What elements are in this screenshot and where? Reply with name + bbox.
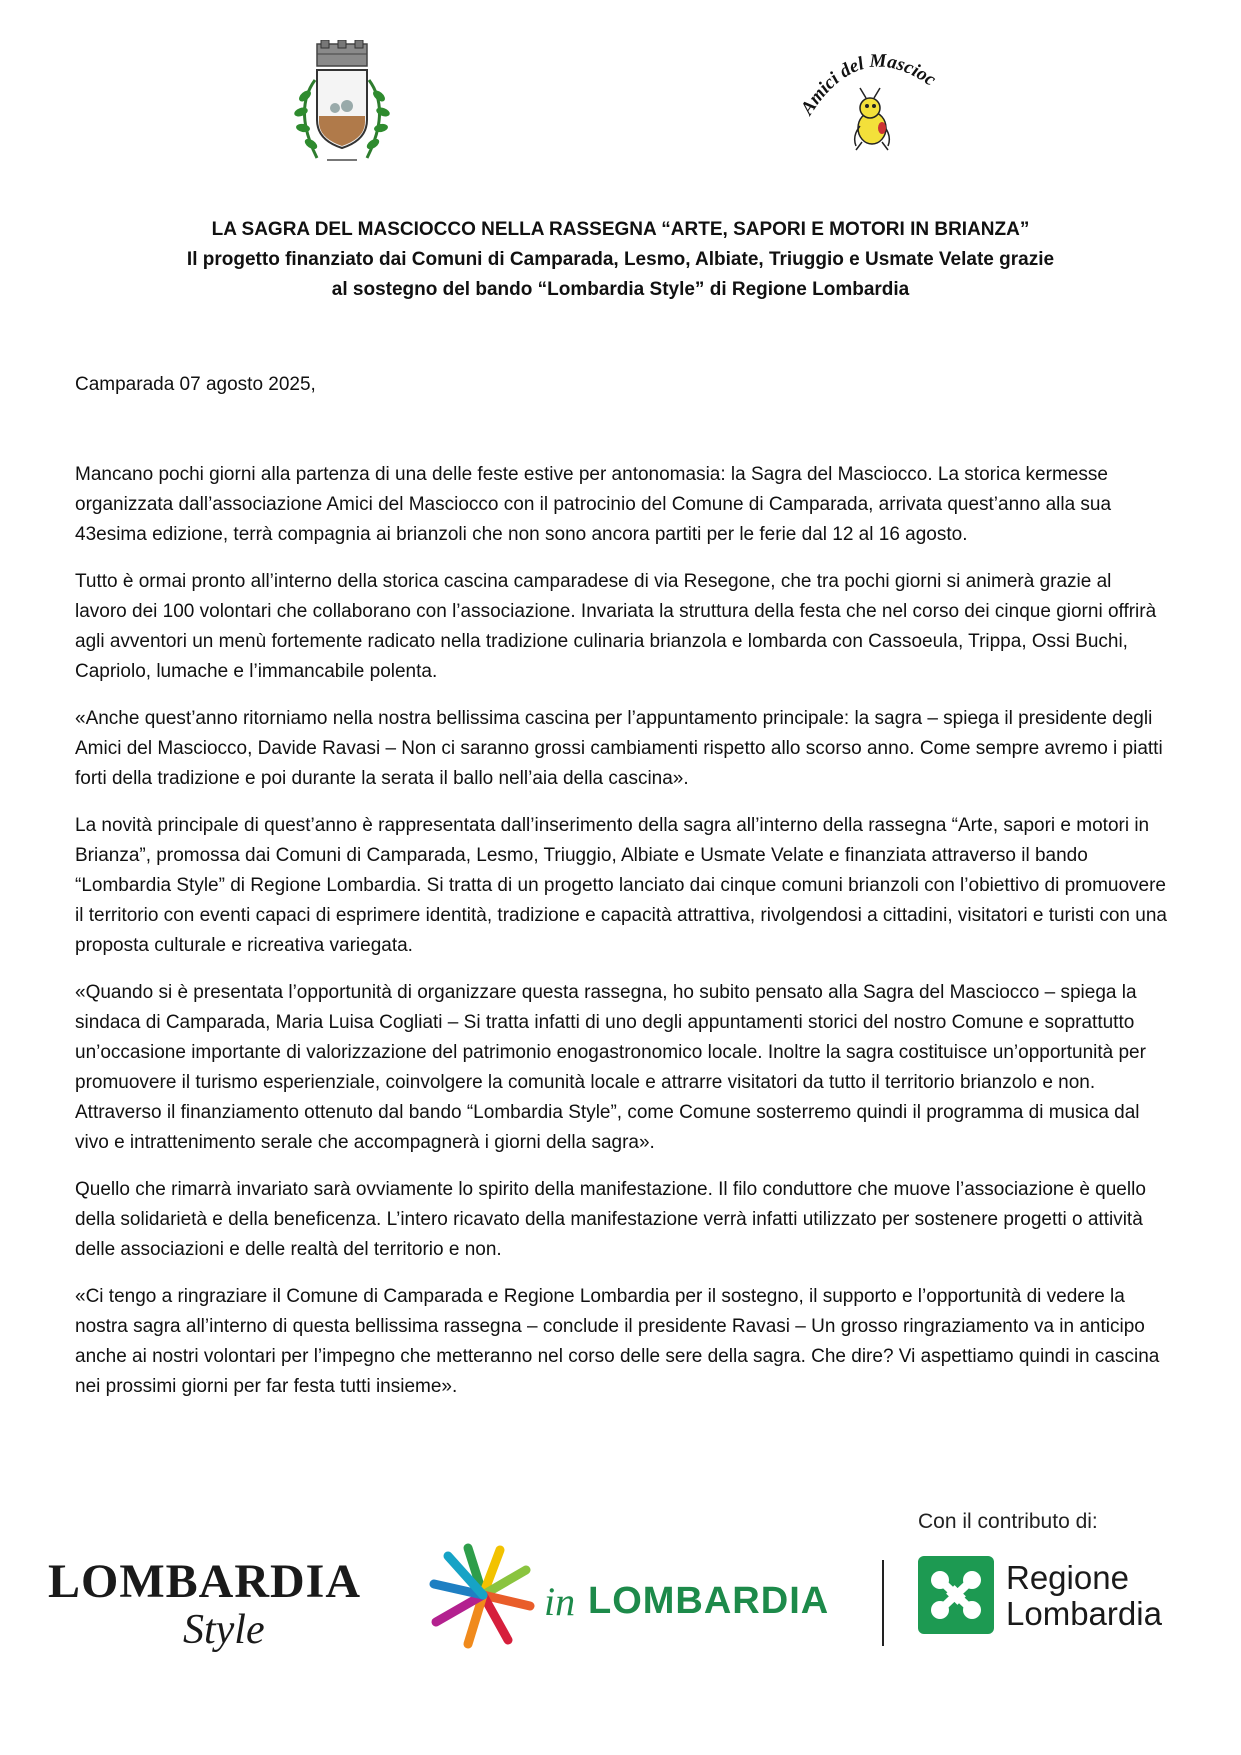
regione-lombardia-icon <box>918 1556 994 1634</box>
article-body <box>75 460 1167 1419</box>
inlombardia-word: LOMBARDIA <box>588 1580 830 1622</box>
paragraph-3: «Anche quest’anno ritorniamo nella nostra bellissima cascina per l’appuntamento principale: la sagra – spiega il presidente degli Amici del Masciocco, Davide Ravasi – Non ci saranno grossi cambiamenti rispetto allo scorso anno. Come sempre avremo i piatti forti della tradizione e poi durante la serata il ballo nell’aia della cascina». <box>75 708 1163 789</box>
document-title <box>0 215 1241 305</box>
paragraph-7: «Ci tengo a ringraziare il Comune di Camparada e Regione Lombardia per il sostegno, il supporto e l’opportunità di vedere la nostra sagra all’interno di questa bellissima rassegna – conclude il presidente Ravasi – Un grosso ringraziamento va in anticipo anche ai nostri volontari per l’impegno che metteranno nel corso delle sere della sagra. Che dire? Vi aspettiamo quindi in cascina nei prossimi giorni per far festa tutti insieme». <box>75 1286 1160 1397</box>
title-line-2: Il progetto finanziato dai Comuni di Camparada, Lesmo, Albiate, Triuggio e Usmate Velate grazie <box>186 249 1055 270</box>
paragraph-5: «Quando si è presentata l’opportunità di organizzare questa rassegna, ho subito pensato alla Sagra del Masciocco – spiega la sindaca di Camparada, Maria Luisa Cogliati – Si tratta infatti di uno degli appuntamenti storici del nostro Comune e soprattutto un’occasione importante di valorizzazione del patrimonio enogastronomico locale. Inoltre la sagra costituisce un’opportunità per promuovere il turismo esperienziale, coinvolgere la comunità locale e attrarre visitatori da tutto il territorio brianzolo e non. Attraverso il finanziamento ottenuto dal bando “Lombardia Style”, come Comune sosterremo quindi il programma di musica dal vivo e intrattenimento serale che accompagnerà i giorni della sagra». <box>75 982 1146 1153</box>
footer-logos <box>0 1510 1241 1700</box>
paragraph-6: Quello che rimarrà invariato sarà ovviamente lo spirito della manifestazione. Il filo conduttore che muove l’associazione è quello della solidarietà e della beneficenza. L’intero ricavato della manifestazione verrà infatti utilizzato per sostenere progetti o attività delle associazioni e delle realtà del territorio e non. <box>75 1179 1146 1260</box>
inlombardia-in: in <box>544 1579 576 1624</box>
insect-mascot-icon <box>855 88 890 150</box>
regione-lombardia-text <box>1006 1560 1162 1632</box>
regione-line-1: Regione <box>1006 1559 1129 1596</box>
paragraph-1: Mancano pochi giorni alla partenza di una delle feste estive per antonomasia: la Sagra del Masciocco. La storica kermesse organizzata dall’associazione Amici del Masciocco con il patrocinio del Comune di Camparada, arrivata quest’anno alla sua 43esima edizione, terrà compagnia ai brianzoli che non sono ancora partiti per le ferie dal 12 al 16 agosto. <box>75 464 1112 545</box>
dateline: Camparada 07 agosto 2025, <box>75 374 316 395</box>
paragraph-4: La novità principale di quest’anno è rappresentata dall’inserimento della sagra all’interno della rassegna “Arte, sapori e motori in Brianza”, promossa dai Comuni di Camparada, Lesmo, Triuggio, Albiate e Usmate Velate e finanziata attraverso il bando “Lombardia Style” di Regione Lombardia. Si tratta di un progetto lanciato dai cinque comuni brianzoli con l’obiettivo di promuovere il territorio con eventi capaci di esprimere identità, tradizione e capacità attrattiva, rivolgendosi a cittadini, visitatori e turisti con una proposta culturale e ricreativa variegata. <box>75 815 1167 956</box>
comune-crest-logo <box>287 40 397 172</box>
amici-del-masciocco-logo <box>800 46 940 156</box>
paragraph-2: Tutto è ormai pronto all’interno della storica cascina camparadese di via Resegone, che tra pochi giorni si animerà grazie al lavoro dei 100 volontari che collaborano con l’associazione. Invariata la struttura della festa che nel corso dei cinque giorni offrirà agli avventori un menù fortemente radicato nella tradizione culinaria brianzola e lombarda con Cassoeula, Trippa, Ossi Buchi, Capriolo, lumache e l’immancabile polenta. <box>75 571 1157 682</box>
lombardia-style-word: LOMBARDIA <box>48 1555 362 1608</box>
amici-logo-text: mici del Mascioc <box>804 50 940 109</box>
lombardia-style-script: Style <box>183 1607 265 1653</box>
title-line-1: LA SAGRA DEL MASCIOCCO NELLA RASSEGNA “ARTE, SAPORI E MOTORI IN BRIANZA” <box>211 219 1030 240</box>
logo-divider <box>882 1560 884 1646</box>
regione-line-2: Lombardia <box>1006 1595 1162 1632</box>
contributo-label: Con il contributo di: <box>918 1510 1098 1533</box>
crest-icon <box>287 40 397 172</box>
inlombardia-logo <box>428 1540 868 1650</box>
title-line-3: al sostegno del bando “Lombardia Style” di Regione Lombardia <box>331 279 910 300</box>
lombardia-style-logo <box>48 1554 408 1664</box>
colorful-star-icon <box>428 1540 538 1650</box>
